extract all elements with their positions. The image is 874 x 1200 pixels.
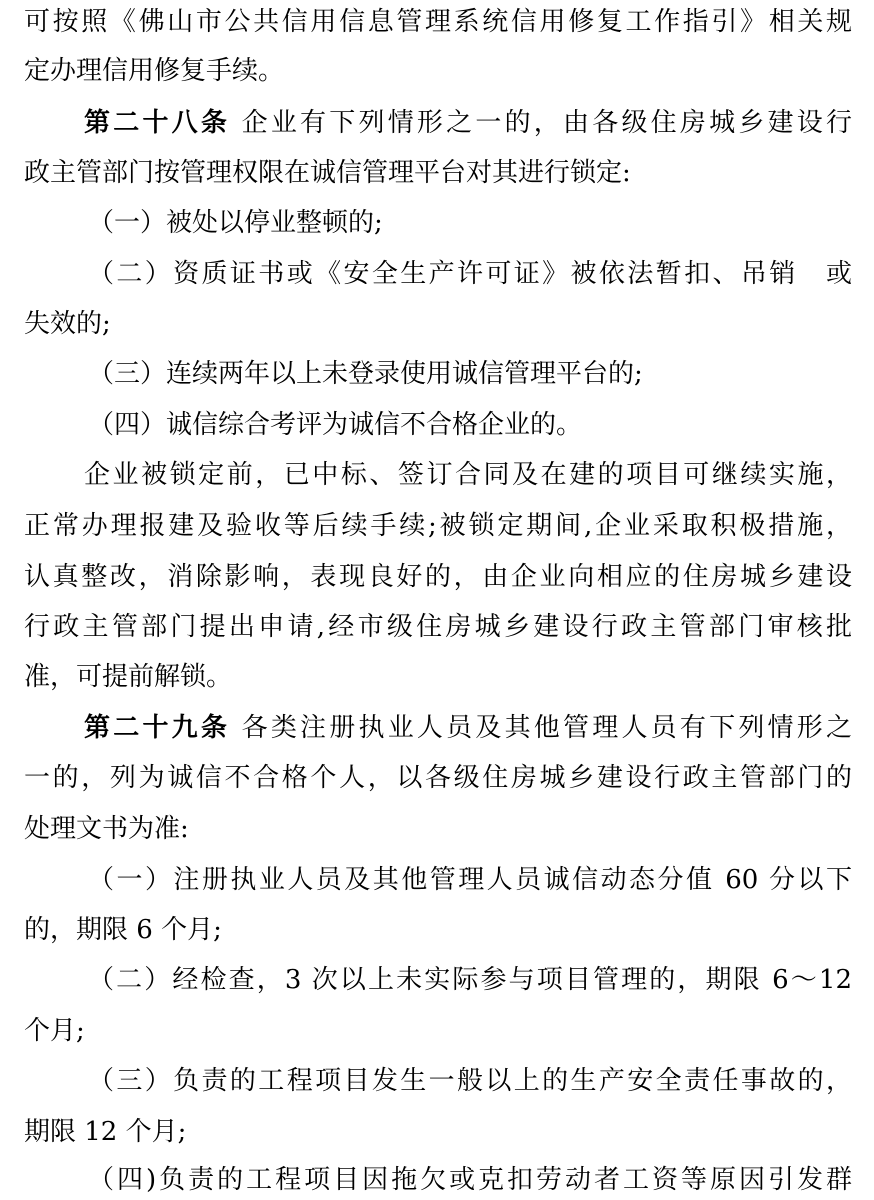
text-line: 的，期限 6 个月; — [24, 915, 222, 945]
list-item: （一）被处以停业整顿的; — [88, 208, 383, 238]
text-line: 定办理信用修复手续。 — [24, 56, 285, 86]
article-number: 第二十九条 — [84, 713, 231, 743]
list-item: （二）资质证书或《安全生产许可证》被依法暂扣、吊销 或 — [88, 259, 852, 289]
text-line: 期限 12 个月; — [24, 1117, 187, 1147]
paragraph-line: 企业被锁定前，已中标、签订合同及在建的项目可继续实施， — [84, 460, 852, 490]
article-28-heading-line: 第二十八条 企业有下列情形之一的，由各级住房城乡建设行 — [84, 108, 852, 138]
text-line: 准，可提前解锁。 — [24, 662, 233, 692]
list-item: （三）负责的工程项目发生一般以上的生产安全责任事故的， — [88, 1066, 852, 1096]
list-item: （二）经检查，3 次以上未实际参与项目管理的，期限 6～12 — [88, 965, 852, 995]
list-item: （四)负责的工程项目因拖欠或克扣劳动者工资等原因引发群 — [88, 1165, 852, 1195]
text-line: 认真整改，消除影响，表现良好的，由企业向相应的住房城乡建设 — [24, 562, 852, 592]
text-line: 失效的; — [24, 309, 111, 339]
text-line: 个月; — [24, 1016, 85, 1046]
text-line: 处理文书为准: — [24, 814, 189, 844]
text-line: 一的，列为诚信不合格个人，以各级住房城乡建设行政主管部门的 — [24, 763, 852, 793]
list-item: （四）诚信综合考评为诚信不合格企业的。 — [88, 410, 583, 440]
article-number: 第二十八条 — [84, 108, 231, 138]
text-line: 可按照《佛山市公共信用信息管理系统信用修复工作指引》相关规 — [24, 7, 852, 37]
article-29-heading-line: 第二十九条 各类注册执业人员及其他管理人员有下列情形之 — [84, 713, 852, 743]
list-item: （一）注册执业人员及其他管理人员诚信动态分值 60 分以下 — [88, 865, 852, 895]
list-item: （三）连续两年以上未登录使用诚信管理平台的; — [88, 359, 643, 389]
text-line: 正常办理报建及验收等后续手续;被锁定期间,企业采取积极措施， — [24, 511, 852, 541]
text-line: 政主管部门按管理权限在诚信管理平台对其进行锁定: — [24, 158, 631, 188]
text-line: 行政主管部门提出申请,经市级住房城乡建设行政主管部门审核批 — [24, 612, 852, 642]
